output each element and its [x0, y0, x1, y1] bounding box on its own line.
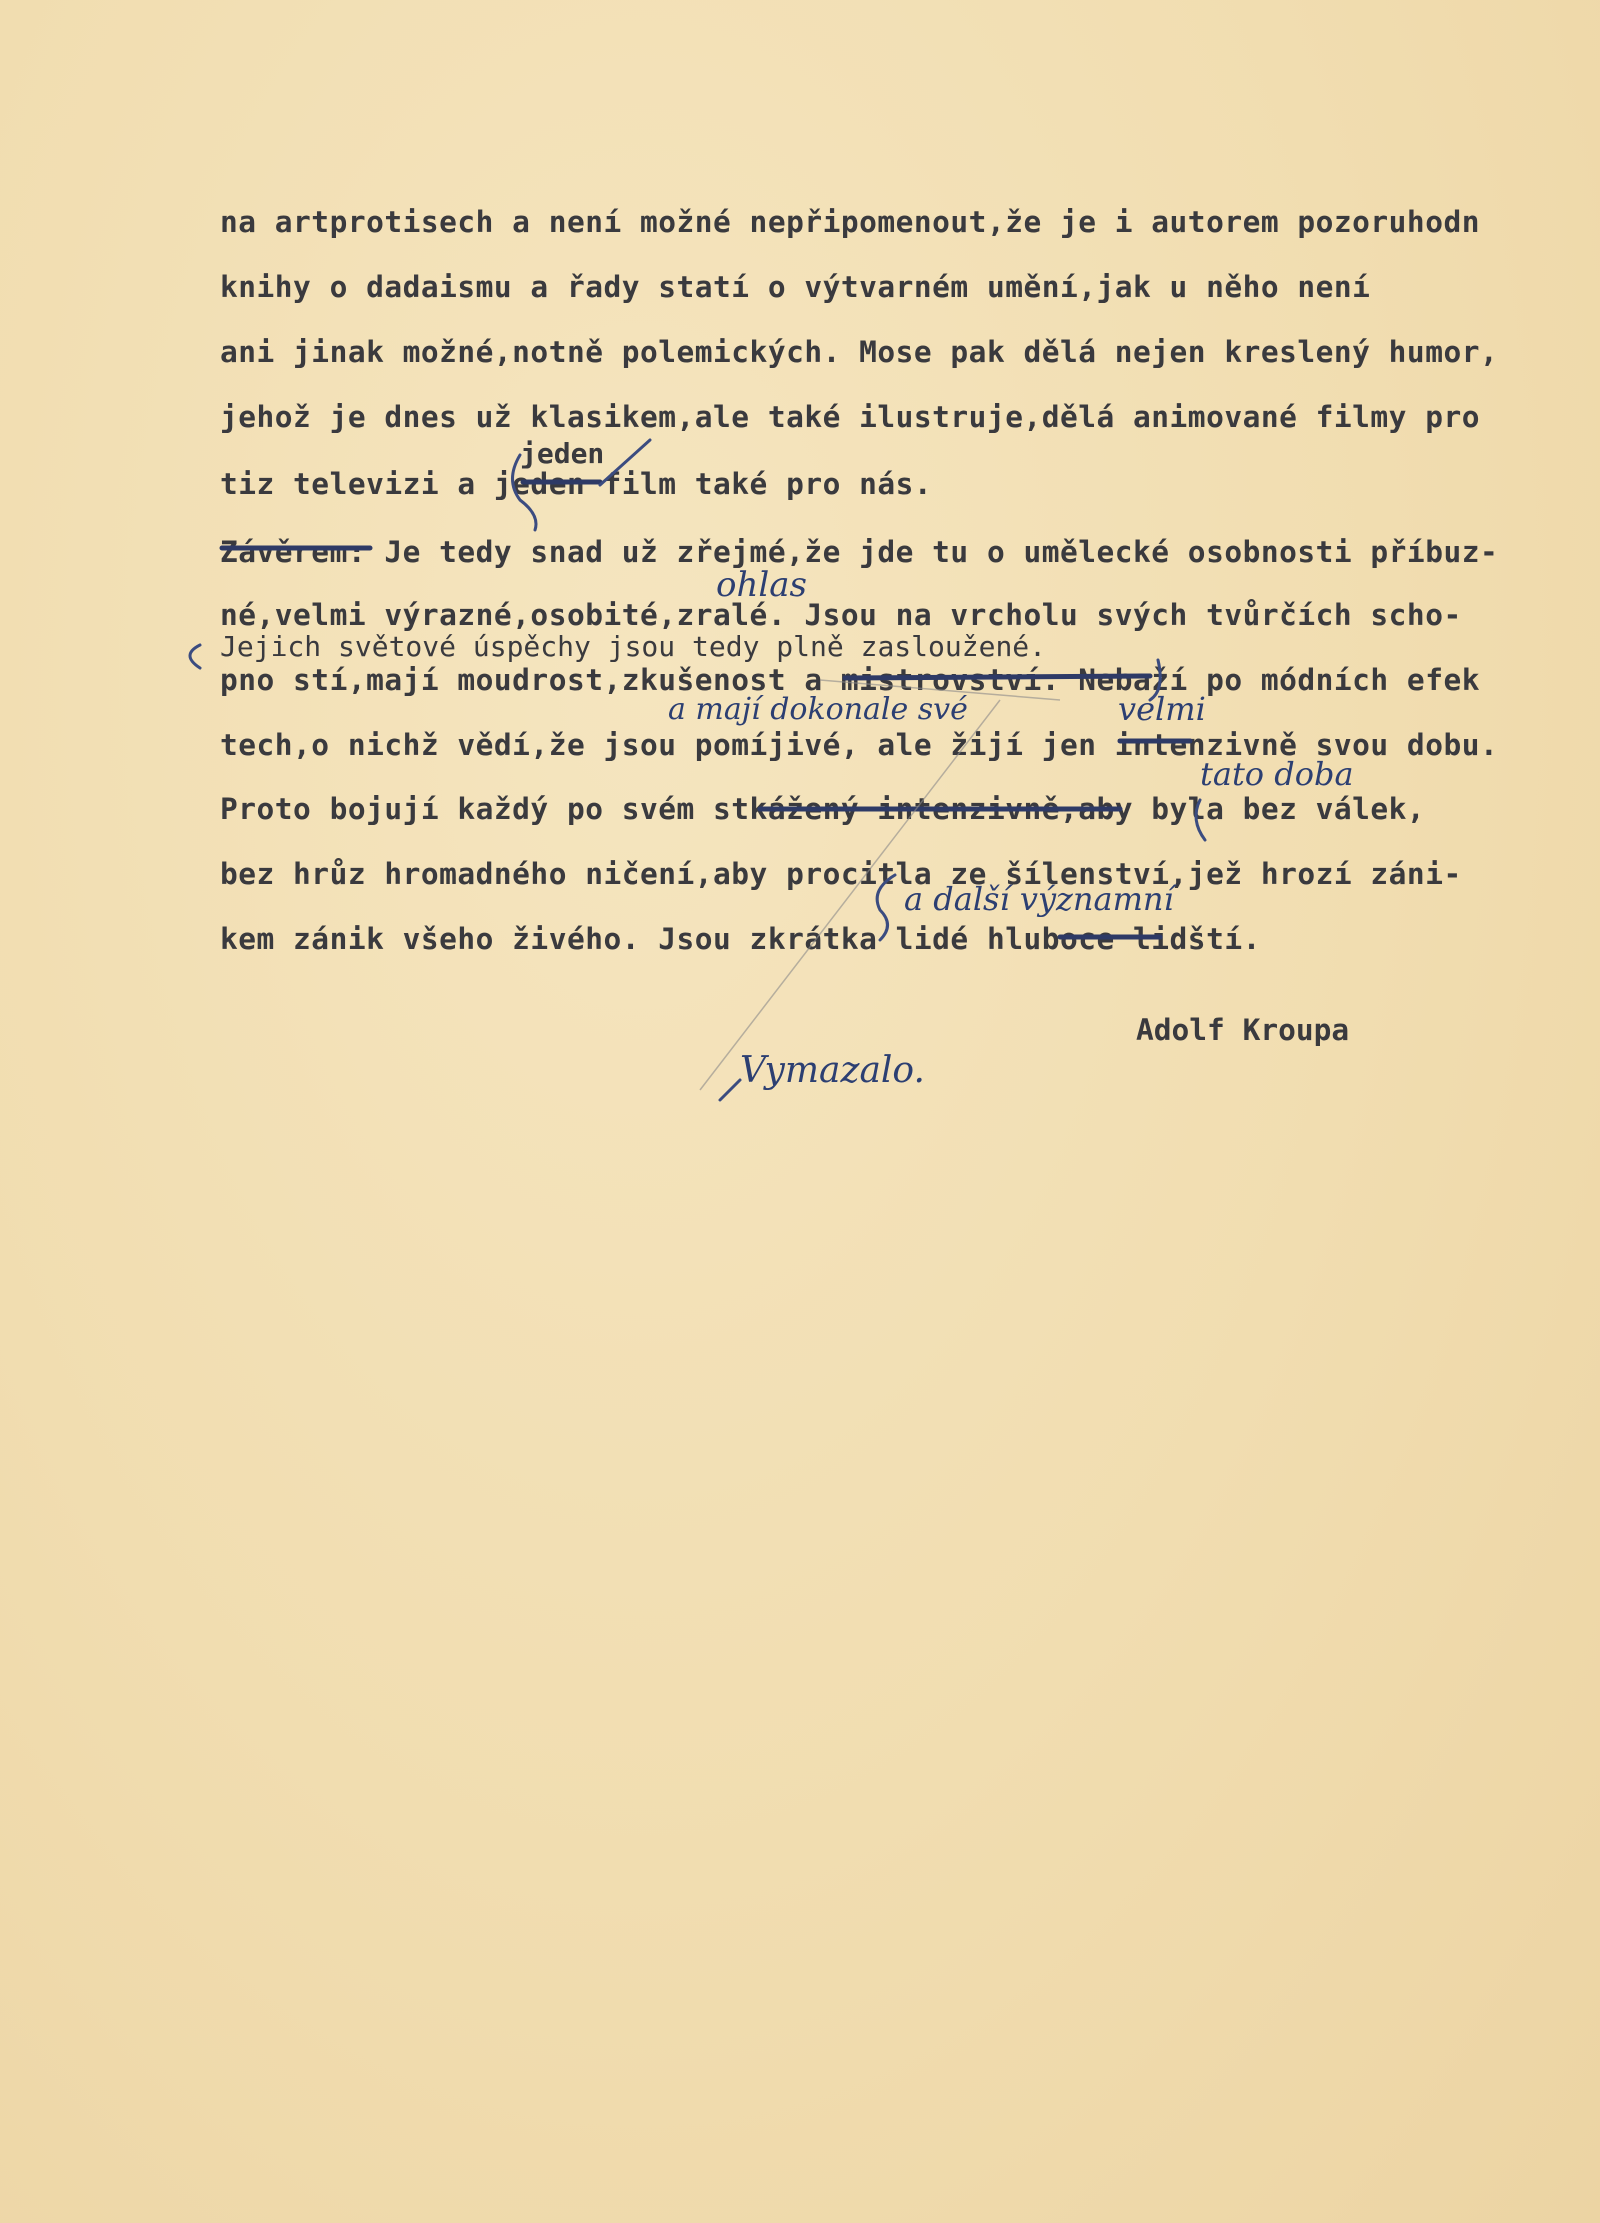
- typed-line-7: né,velmi výrazné,osobité,zralé. Jsou na vrcholu svých tvůrčích scho-: [220, 598, 1462, 632]
- bracket-jeden: [513, 455, 537, 530]
- author-signature: Adolf Kroupa: [1136, 1013, 1350, 1047]
- handwritten-a-maji-dokonale: a mají dokonale své: [668, 692, 968, 727]
- handwritten-a-dalsi-vyznamni: a další významní: [904, 880, 1174, 918]
- bracket-a-dalsi: [877, 875, 895, 940]
- typed-line-4: jehož je dnes už klasikem,ale také ilustruje,dělá animované filmy pro: [220, 400, 1480, 434]
- pencil-lines: [700, 680, 1060, 1090]
- handwritten-ohlas: ohlas: [716, 565, 807, 605]
- strike-lines: [222, 482, 1190, 937]
- typed-line-8: pno stí,mají moudrost,zkušenost a mistrovství. Nebaží po módních efek: [220, 663, 1480, 697]
- pencil-diagonal-2: [820, 680, 1060, 700]
- bracket-jejich: [190, 645, 200, 668]
- caret-velmi: [1150, 660, 1160, 700]
- typed-line-10: Proto bojují každý po svém stkážený intenzivně,aby byla bez válek,: [220, 792, 1426, 826]
- insertion-marks: [190, 440, 1205, 1100]
- typed-line-3: ani jinak možné,notně polemických. Mose pak dělá nejen kreslený humor,: [220, 335, 1499, 369]
- typed-line-1: na artprotisech a není možné nepřipomenout,že je i autorem pozoruhodn: [220, 205, 1480, 239]
- pencil-diagonal-1: [700, 700, 1000, 1090]
- typed-line-5: tiz televizi a jeden film také pro nás.: [220, 467, 933, 501]
- typed-line-6: Závěrem: Je tedy snad už zřejmé,že jde tu o umělecké osobnosti příbuz-: [220, 535, 1499, 569]
- handwritten-signature-scrawl: Vymazalo.: [740, 1050, 925, 1091]
- strike-a-mistrovstvi: [845, 676, 1150, 678]
- typed-line-12: kem zánik všeho živého. Jsou zkrátka lidé hluboce lidští.: [220, 922, 1261, 956]
- scrawl-tick: [720, 1080, 740, 1100]
- inserted-typed-line: Jejich světové úspěchy jsou tedy plně zasloužené.: [220, 630, 1047, 663]
- typed-line-9: tech,o nichž vědí,že jsou pomíjivé, ale žijí jen intenzivně svou dobu.: [220, 728, 1499, 762]
- handwritten-velmi: velmi: [1118, 690, 1206, 728]
- caret-tato-doba: [1196, 800, 1205, 840]
- typed-line-2: knihy o dadaismu a řady statí o výtvarném umění,jak u něho není: [220, 270, 1371, 304]
- caret-jeden: [600, 440, 650, 485]
- inserted-word-jeden: jeden: [520, 437, 605, 470]
- handwritten-tato-doba: tato doba: [1200, 755, 1354, 793]
- typed-line-11: bez hrůz hromadného ničení,aby procitla ze šílenství,jež hrozí záni-: [220, 857, 1462, 891]
